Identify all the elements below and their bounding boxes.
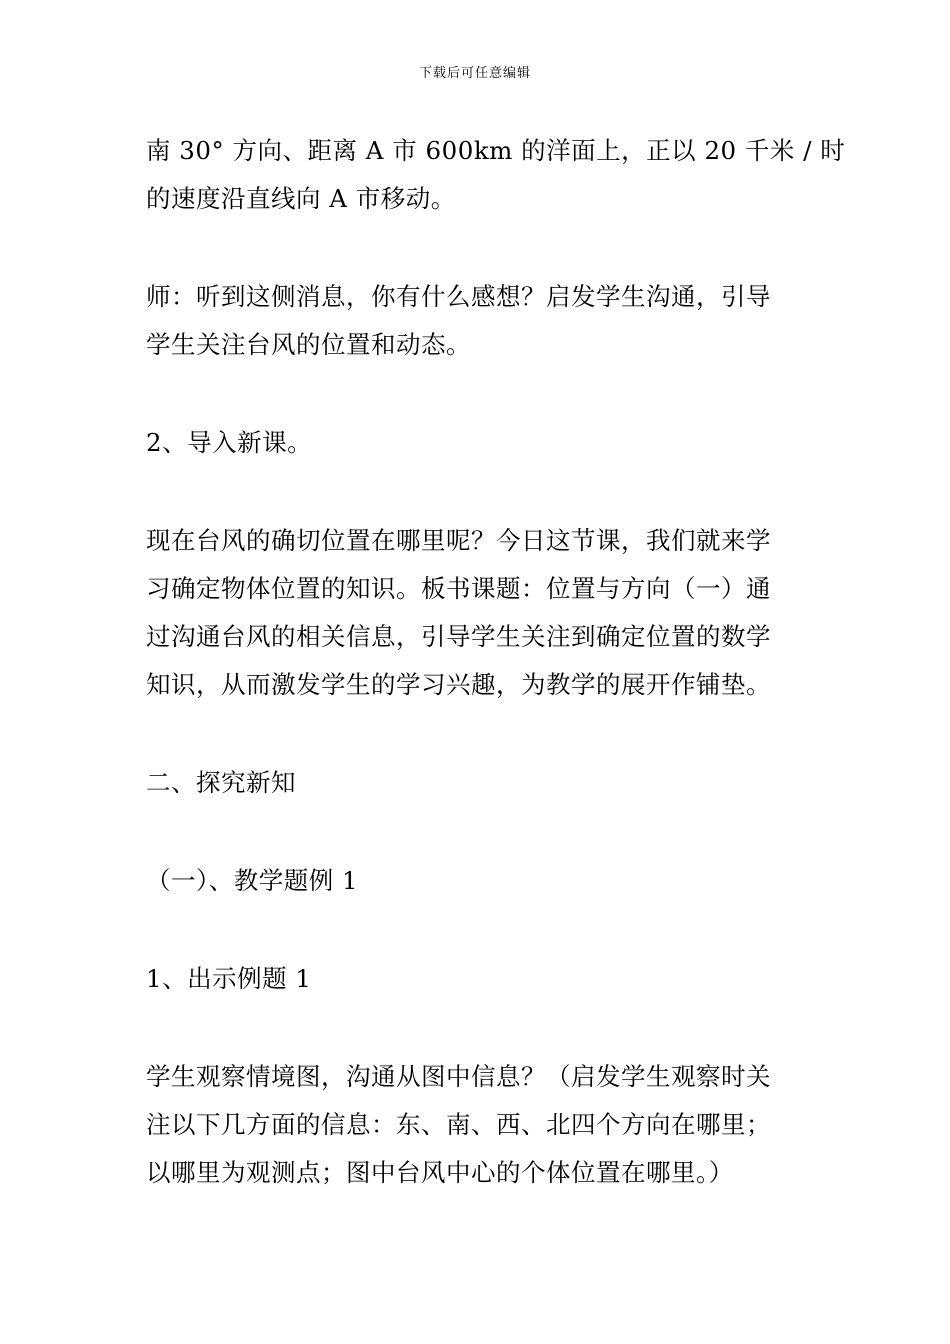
text-line: 学生观察情境图，沟通从图中信息？（启发学生观察时关 [146,1062,771,1091]
paragraph-teacher-question [146,273,811,369]
section-heading-show-example [146,955,811,1003]
text-line: 学生关注台风的位置和动态。 [146,330,471,359]
text-line: 过沟通台风的相关信息，引导学生关注到确定位置的数学 [146,622,771,651]
section-heading-example [146,857,811,905]
text-line: 现在台风的确切位置在哪里呢？今日这节课，我们就来学 [146,526,771,555]
text-line: 师：听到这侧消息，你有什么感想？启发学生沟通，引导 [146,282,771,311]
text-line: 习确定物体位置的知识。板书课题：位置与方向（一）通 [146,574,771,603]
paragraph-lesson-intro [146,517,811,709]
paragraph-typhoon-position [146,127,846,223]
page-header: 下载后可任意编辑 [418,66,531,81]
text-line: （一）、教学题例 1 [146,866,359,895]
text-line: 1、出示例题 1 [146,964,312,993]
section-heading-new-lesson [146,419,811,467]
text-line: 以哪里为观测点；图中台风中心的个体位置在哪里。） [146,1158,734,1187]
text-line: 的速度沿直线向 A 市移动。 [146,184,456,213]
text-line: 2、导入新课。 [146,428,313,457]
text-line: 二、探究新知 [146,768,296,797]
paragraph-observation [146,1053,811,1197]
text-line: 注以下几方面的信息：东、南、西、北四个方向在哪里； [146,1110,771,1139]
section-heading-explore [146,759,811,807]
text-line: 知识，从而激发学生的学习兴趣，为教学的展开作铺垫。 [146,670,771,699]
document-body [146,127,846,1247]
text-line: 南 30° 方向、距离 A 市 600km 的洋面上，正以 20 千米 / 时 [146,136,846,165]
